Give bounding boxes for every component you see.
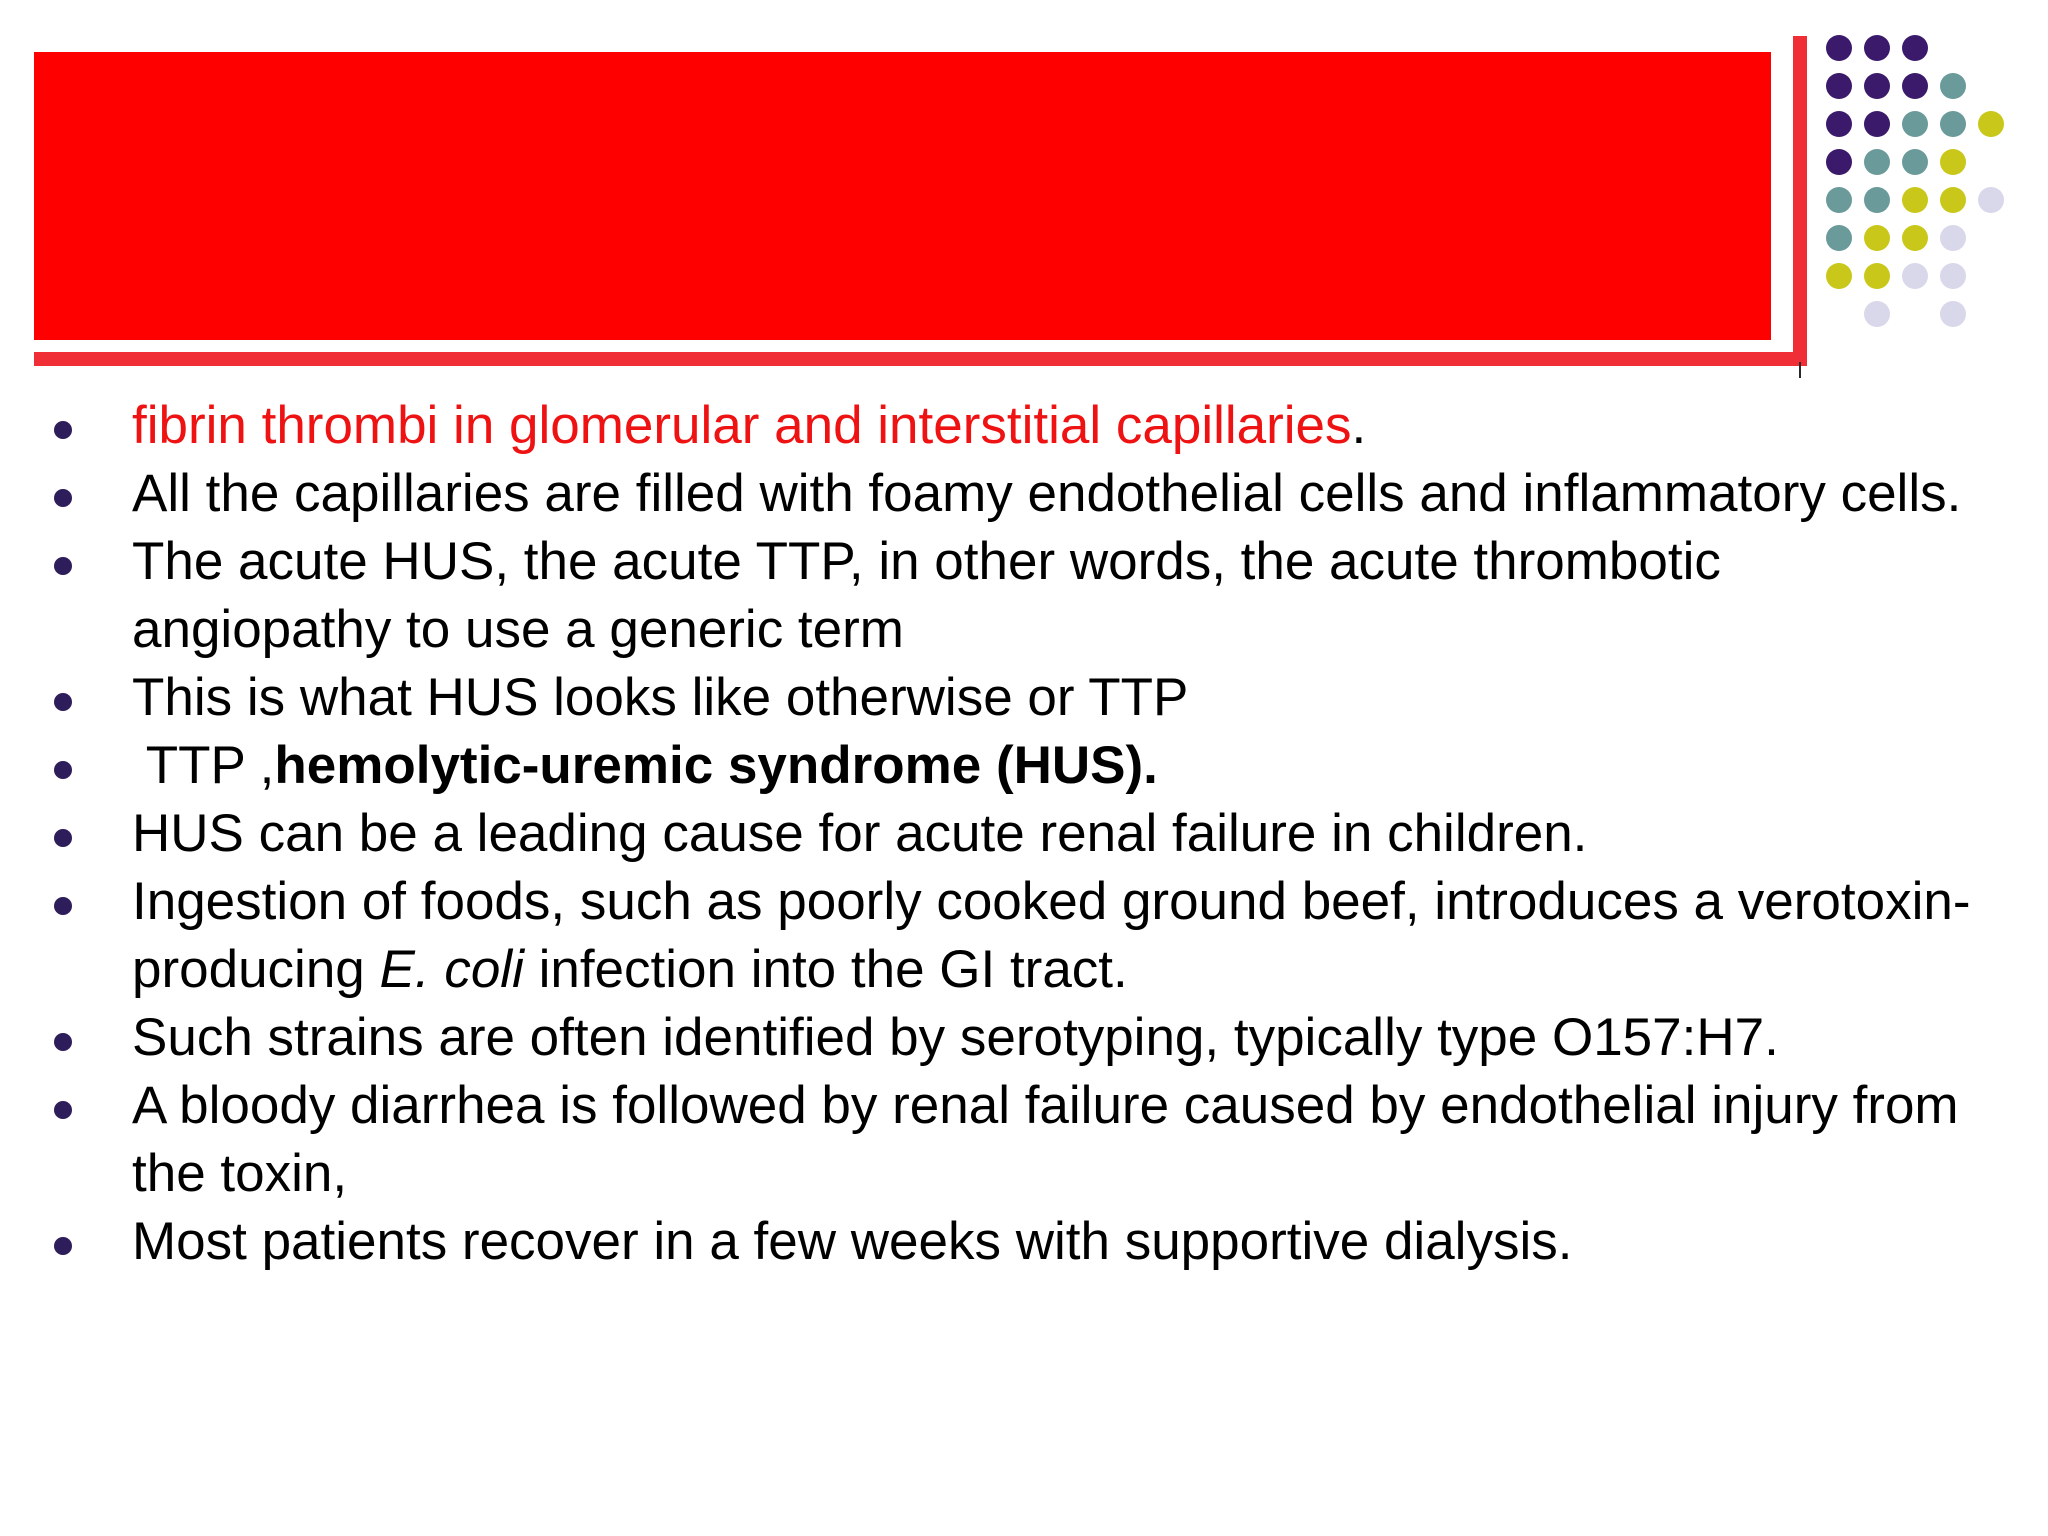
bullet-list — [54, 392, 1994, 1276]
accent-rule-vertical — [1793, 36, 1807, 362]
bullet-dot-icon — [54, 761, 72, 779]
decorative-dot — [1864, 263, 1890, 289]
bullet-item — [54, 460, 1994, 528]
bullet-dot-icon — [54, 693, 72, 711]
bullet-text: . — [1351, 396, 1367, 455]
decorative-dot — [1826, 263, 1852, 289]
bullet-text: infection into the GI tract. — [523, 940, 1128, 999]
decorative-dot — [1826, 35, 1852, 61]
italic-text: E. coli — [379, 940, 524, 999]
bullet-item — [54, 868, 1994, 1004]
bullet-dot-icon — [54, 557, 72, 575]
decorative-dot — [1864, 225, 1890, 251]
bullet-item — [54, 1072, 1994, 1208]
decorative-dot — [1902, 149, 1928, 175]
bullet-text: All the capillaries are filled with foamy endothelial cells and inflammatory cells. — [132, 464, 1962, 523]
bullet-item — [54, 732, 1994, 800]
decorative-dot — [1826, 73, 1852, 99]
decorative-dot — [1902, 73, 1928, 99]
bullet-text: Such strains are often identified by serotyping, typically type O157:H7. — [132, 1008, 1779, 1067]
bullet-text: This is what HUS looks like otherwise or TTP — [132, 668, 1189, 727]
decorative-dot — [1826, 187, 1852, 213]
bullet-dot-icon — [54, 1101, 72, 1119]
decorative-dot — [1864, 301, 1890, 327]
decorative-dot — [1940, 263, 1966, 289]
bullet-dot-icon — [54, 897, 72, 915]
title-box — [34, 52, 1771, 340]
decorative-dot — [1902, 263, 1928, 289]
bullet-text: TTP , — [132, 736, 275, 795]
accent-rule-horizontal — [34, 352, 1807, 366]
bullet-item — [54, 1208, 1994, 1276]
decorative-dot — [1826, 111, 1852, 137]
bullet-item — [54, 528, 1994, 664]
bullet-dot-icon — [54, 829, 72, 847]
bullet-item — [54, 664, 1994, 732]
decorative-dot — [1902, 111, 1928, 137]
bullet-text: HUS can be a leading cause for acute renal failure in children. — [132, 804, 1588, 863]
bullet-dot-icon — [54, 1237, 72, 1255]
bullet-text: Most patients recover in a few weeks with supportive dialysis. — [132, 1212, 1573, 1271]
decorative-dot — [1826, 149, 1852, 175]
bullet-dot-icon — [54, 1033, 72, 1051]
decorative-dot — [1864, 111, 1890, 137]
decorative-dot — [1826, 225, 1852, 251]
decorative-dot — [1864, 149, 1890, 175]
decorative-dot — [1864, 35, 1890, 61]
decorative-dot — [1902, 187, 1928, 213]
decorative-dot — [1940, 73, 1966, 99]
decorative-dot — [1940, 187, 1966, 213]
bullet-item — [54, 800, 1994, 868]
highlighted-text: fibrin thrombi in glomerular and interstitial capillaries — [132, 396, 1352, 455]
bullet-dot-icon — [54, 421, 72, 439]
decorative-dot — [1864, 187, 1890, 213]
decorative-dot — [1940, 301, 1966, 327]
decorative-dot — [1902, 225, 1928, 251]
decorative-dot — [1978, 111, 2004, 137]
decorative-dot — [1940, 149, 1966, 175]
decorative-dot — [1864, 73, 1890, 99]
bullet-item — [54, 1004, 1994, 1072]
bullet-text: Ingestion of foods, such as poorly cooked ground beef, introduces a verotoxin-producing — [132, 872, 1971, 999]
decorative-dot — [1902, 35, 1928, 61]
decorative-dot — [1978, 187, 2004, 213]
decorative-dot — [1940, 225, 1966, 251]
bold-text: hemolytic-uremic syndrome (HUS). — [274, 736, 1158, 795]
bullet-text: A bloody diarrhea is followed by renal failure caused by endothelial injury from the toxin, — [132, 1076, 1959, 1203]
bullet-text: The acute HUS, the acute TTP, in other words, the acute thrombotic angiopathy to use a generic term — [132, 532, 1721, 659]
bullet-dot-icon — [54, 489, 72, 507]
bullet-item — [54, 392, 1994, 460]
rule-tick-mark — [1799, 362, 1801, 378]
decorative-dot — [1940, 111, 1966, 137]
